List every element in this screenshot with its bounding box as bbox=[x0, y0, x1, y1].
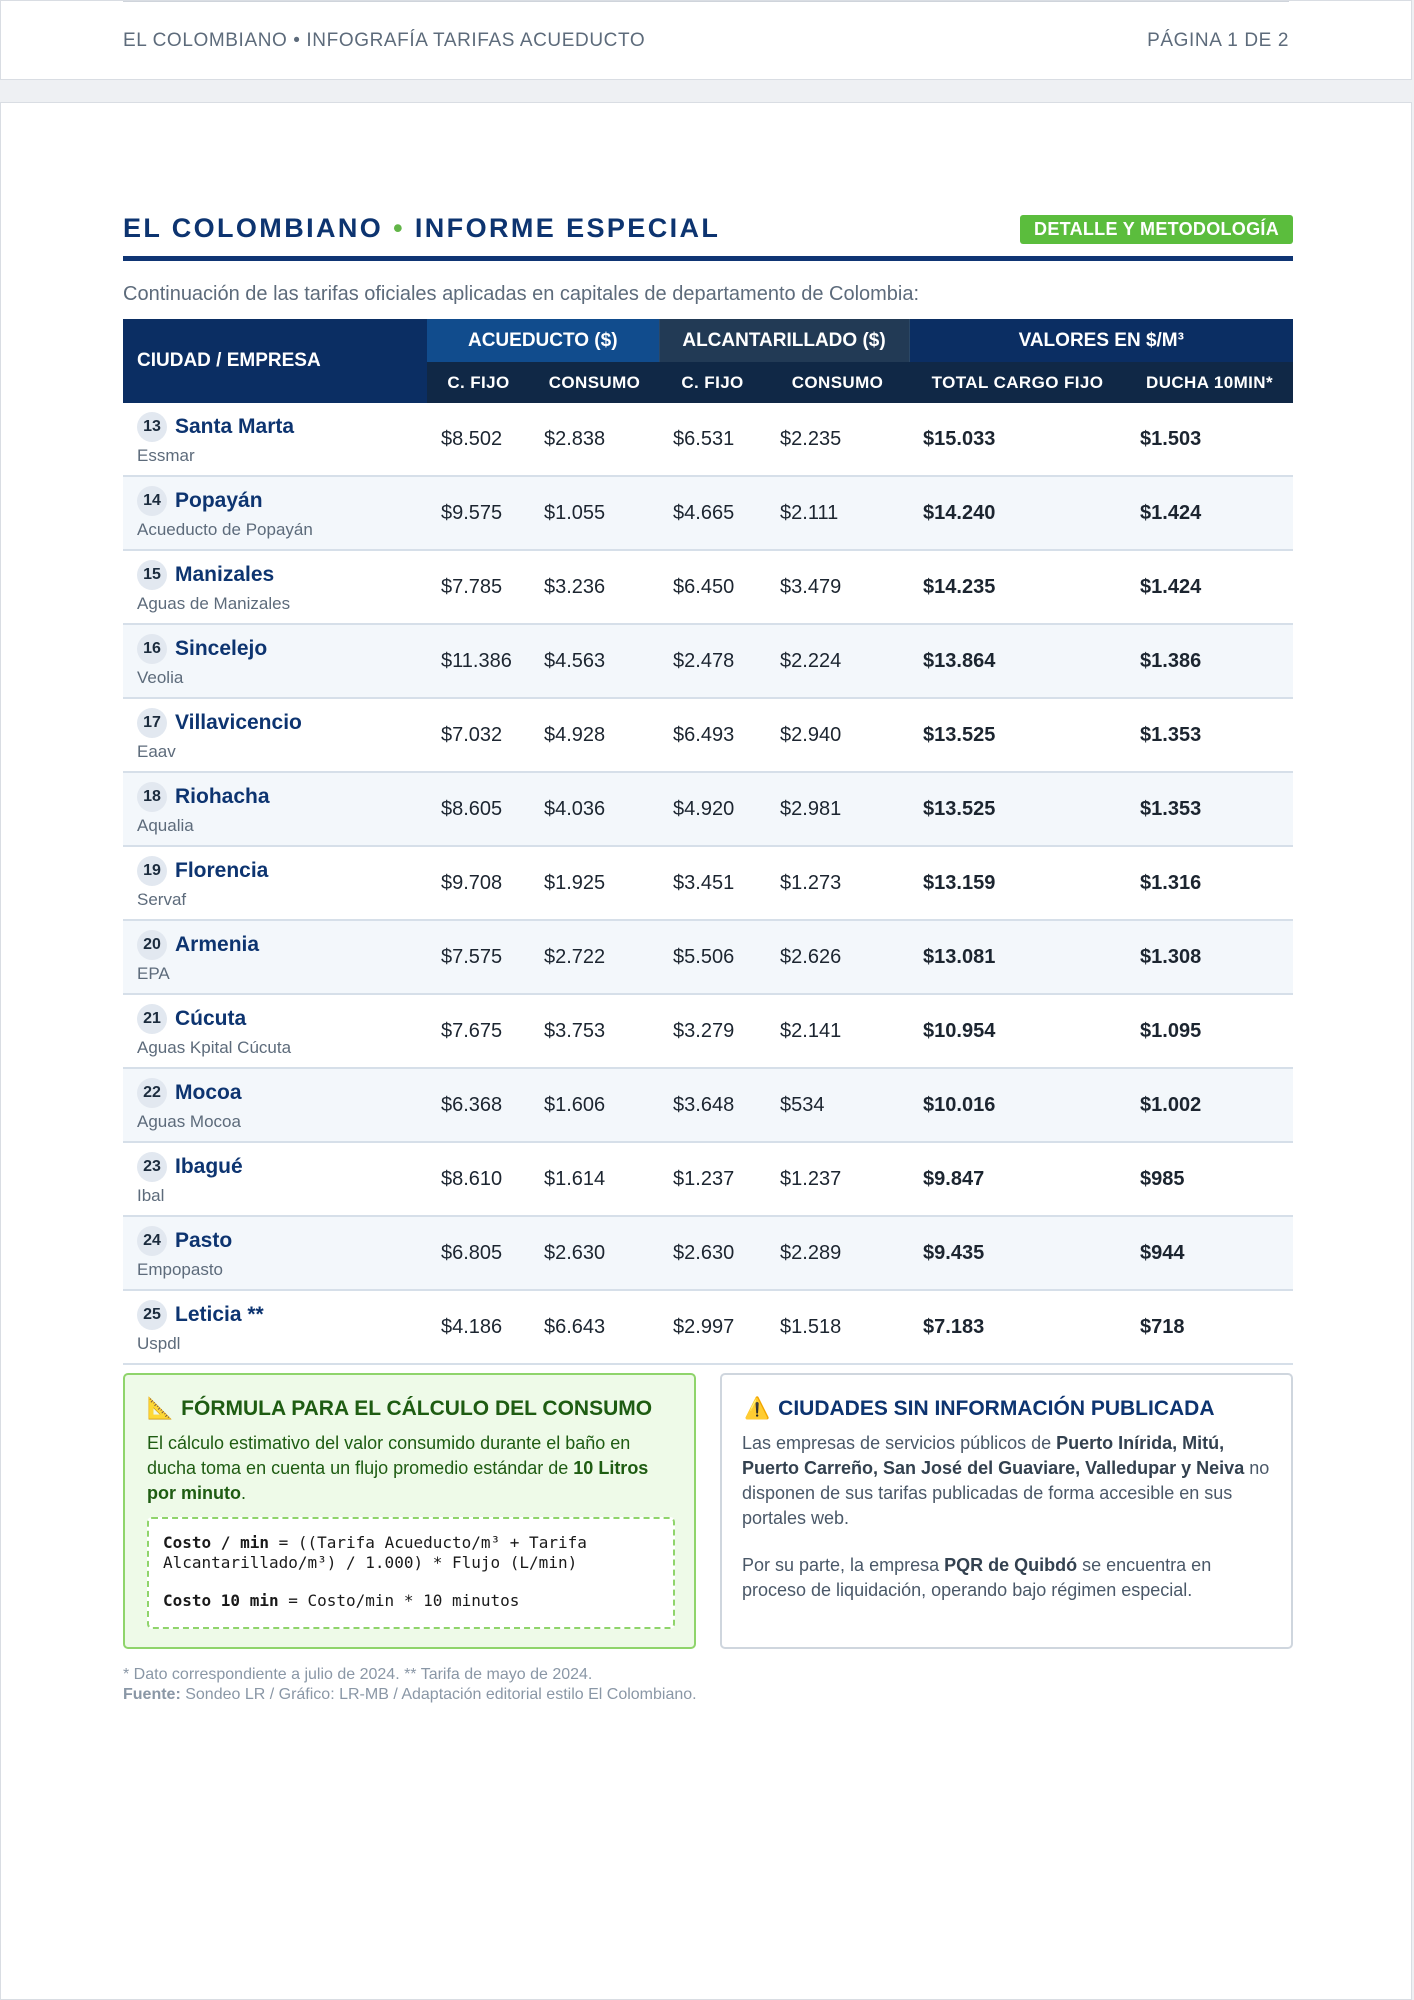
city-name: Mocoa bbox=[175, 1081, 242, 1104]
city-cell bbox=[123, 403, 427, 476]
formula-line-1 bbox=[163, 1533, 659, 1573]
rank-badge: 21 bbox=[137, 1004, 167, 1034]
header-acueducto-cfijo: C. FIJO bbox=[427, 362, 530, 403]
acueducto-consumo-cell: $2.838 bbox=[530, 403, 659, 476]
ducha-10min-cell: $1.503 bbox=[1126, 403, 1293, 476]
table-body bbox=[123, 403, 1293, 1364]
formula-title-text: FÓRMULA PARA EL CÁLCULO DEL CONSUMO bbox=[181, 1397, 653, 1420]
table-row bbox=[123, 994, 1293, 1068]
city-cell bbox=[123, 1216, 427, 1290]
acueducto-consumo-cell: $1.606 bbox=[530, 1068, 659, 1142]
header-alcantarillado-cfijo: C. FIJO bbox=[659, 362, 766, 403]
alcantarillado-cfijo-cell: $2.630 bbox=[659, 1216, 766, 1290]
acueducto-cfijo-cell: $7.675 bbox=[427, 994, 530, 1068]
formula-line-1-expression: = ((Tarifa Acueducto/m³ + Tarifa Alcantarillado/m³) / 1.000) * Flujo (L/min) bbox=[163, 1533, 587, 1572]
formula-text-before: El cálculo estimativo del valor consumido durante el baño en ducha toma en cuenta un flujo promedio estándar de bbox=[147, 1433, 631, 1478]
missing-p2-after: se encuentra en proceso de liquidación, operando bajo régimen especial. bbox=[742, 1555, 1212, 1600]
rank-badge: 23 bbox=[137, 1152, 167, 1182]
acueducto-consumo-cell: $4.928 bbox=[530, 698, 659, 772]
rank-badge: 16 bbox=[137, 634, 167, 664]
acueducto-consumo-cell: $1.925 bbox=[530, 846, 659, 920]
document-page bbox=[0, 102, 1412, 2000]
missing-p1-cities: Puerto Inírida, Mitú, Puerto Carreño, San José del Guaviare, Valledupar y Neiva bbox=[742, 1433, 1245, 1478]
ducha-10min-cell: $1.308 bbox=[1126, 920, 1293, 994]
acueducto-cfijo-cell: $7.032 bbox=[427, 698, 530, 772]
acueducto-cfijo-cell: $6.805 bbox=[427, 1216, 530, 1290]
table-row bbox=[123, 476, 1293, 550]
acueducto-consumo-cell: $4.563 bbox=[530, 624, 659, 698]
company-name: Acueducto de Popayán bbox=[137, 520, 313, 539]
tariffs-table bbox=[123, 319, 1293, 1365]
company-name: Aguas de Manizales bbox=[137, 594, 291, 613]
brand-name: EL COLOMBIANO bbox=[123, 213, 384, 243]
city-top bbox=[137, 1300, 427, 1330]
city-cell bbox=[123, 772, 427, 846]
city-name: Ibagué bbox=[175, 1155, 243, 1178]
acueducto-cfijo-cell: $8.605 bbox=[427, 772, 530, 846]
rank-badge: 25 bbox=[137, 1300, 167, 1330]
total-cargo-fijo-cell: $14.240 bbox=[909, 476, 1126, 550]
company-name: Aguas Kpital Cúcuta bbox=[137, 1038, 292, 1057]
alcantarillado-consumo-cell: $1.237 bbox=[766, 1142, 909, 1216]
acueducto-cfijo-cell: $11.386 bbox=[427, 624, 530, 698]
alcantarillado-cfijo-cell: $4.920 bbox=[659, 772, 766, 846]
header-alcantarillado-consumo: CONSUMO bbox=[766, 362, 909, 403]
city-top bbox=[137, 708, 427, 738]
methodology-badge: DETALLE Y METODOLOGÍA bbox=[1020, 215, 1293, 244]
city-cell bbox=[123, 846, 427, 920]
source-label: Fuente: bbox=[123, 1686, 181, 1703]
city-cell bbox=[123, 698, 427, 772]
rank-badge: 15 bbox=[137, 560, 167, 590]
city-name: Sincelejo bbox=[175, 637, 268, 660]
acueducto-consumo-cell: $1.614 bbox=[530, 1142, 659, 1216]
formula-line-2 bbox=[163, 1591, 659, 1611]
city-cell bbox=[123, 476, 427, 550]
acueducto-consumo-cell: $3.236 bbox=[530, 550, 659, 624]
alcantarillado-cfijo-cell: $1.237 bbox=[659, 1142, 766, 1216]
city-cell bbox=[123, 1068, 427, 1142]
formula-line-1-label: Costo / min bbox=[163, 1533, 269, 1552]
page-number: PÁGINA 1 DE 2 bbox=[1147, 30, 1289, 51]
acueducto-consumo-cell: $3.753 bbox=[530, 994, 659, 1068]
alcantarillado-consumo-cell: $2.111 bbox=[766, 476, 909, 550]
city-cell bbox=[123, 1290, 427, 1364]
city-top bbox=[137, 634, 427, 664]
ducha-10min-cell: $718 bbox=[1126, 1290, 1293, 1364]
city-top bbox=[137, 412, 427, 442]
missing-info-box bbox=[720, 1373, 1293, 1649]
company-name: Eaav bbox=[137, 742, 176, 761]
table-row bbox=[123, 846, 1293, 920]
alcantarillado-consumo-cell: $2.981 bbox=[766, 772, 909, 846]
total-cargo-fijo-cell: $10.954 bbox=[909, 994, 1126, 1068]
acueducto-cfijo-cell: $4.186 bbox=[427, 1290, 530, 1364]
ducha-10min-cell: $1.353 bbox=[1126, 698, 1293, 772]
header-acueducto-consumo: CONSUMO bbox=[530, 362, 659, 403]
city-cell bbox=[123, 920, 427, 994]
city-top bbox=[137, 560, 427, 590]
missing-p1-before: Las empresas de servicios públicos de bbox=[742, 1433, 1057, 1453]
ducha-10min-cell: $1.353 bbox=[1126, 772, 1293, 846]
alcantarillado-consumo-cell: $2.235 bbox=[766, 403, 909, 476]
company-name: EPA bbox=[137, 964, 170, 983]
company-name: Uspdl bbox=[137, 1334, 181, 1353]
alcantarillado-consumo-cell: $1.518 bbox=[766, 1290, 909, 1364]
header-group-alcantarillado: ALCANTARILLADO ($) bbox=[659, 319, 909, 362]
city-name: Florencia bbox=[175, 859, 269, 882]
brand-row bbox=[123, 213, 1293, 247]
acueducto-consumo-cell: $2.722 bbox=[530, 920, 659, 994]
ducha-10min-cell: $1.424 bbox=[1126, 476, 1293, 550]
total-cargo-fijo-cell: $9.435 bbox=[909, 1216, 1126, 1290]
alcantarillado-consumo-cell: $534 bbox=[766, 1068, 909, 1142]
city-top bbox=[137, 1152, 427, 1182]
alcantarillado-consumo-cell: $2.289 bbox=[766, 1216, 909, 1290]
formula-text-after: . bbox=[240, 1483, 246, 1503]
acueducto-consumo-cell: $4.036 bbox=[530, 772, 659, 846]
formula-box bbox=[123, 1373, 696, 1649]
header-rule bbox=[123, 1, 1289, 2]
city-cell bbox=[123, 550, 427, 624]
table-row bbox=[123, 1142, 1293, 1216]
city-top bbox=[137, 782, 427, 812]
header-total-cargo-fijo: TOTAL CARGO FIJO bbox=[909, 362, 1126, 403]
formula-line-2-expression: = Costo/min * 10 minutos bbox=[278, 1591, 520, 1610]
formula-code-block bbox=[147, 1517, 675, 1629]
rank-badge: 17 bbox=[137, 708, 167, 738]
page-header bbox=[0, 0, 1412, 80]
alcantarillado-cfijo-cell: $5.506 bbox=[659, 920, 766, 994]
acueducto-cfijo-cell: $7.575 bbox=[427, 920, 530, 994]
city-name: Armenia bbox=[175, 933, 260, 956]
ducha-10min-cell: $1.095 bbox=[1126, 994, 1293, 1068]
total-cargo-fijo-cell: $10.016 bbox=[909, 1068, 1126, 1142]
total-cargo-fijo-cell: $9.847 bbox=[909, 1142, 1126, 1216]
missing-title bbox=[744, 1397, 1215, 1421]
total-cargo-fijo-cell: $7.183 bbox=[909, 1290, 1126, 1364]
alcantarillado-cfijo-cell: $3.451 bbox=[659, 846, 766, 920]
city-top bbox=[137, 1078, 427, 1108]
city-name: Villavicencio bbox=[175, 711, 302, 734]
acueducto-consumo-cell: $6.643 bbox=[530, 1290, 659, 1364]
brand-section: INFORME ESPECIAL bbox=[414, 213, 721, 243]
alcantarillado-cfijo-cell: $3.279 bbox=[659, 994, 766, 1068]
intro-text: Continuación de las tarifas oficiales aplicadas en capitales de departamento de Colombia: bbox=[123, 283, 920, 305]
header-city-company: CIUDAD / EMPRESA bbox=[123, 319, 427, 403]
alcantarillado-consumo-cell: $2.626 bbox=[766, 920, 909, 994]
alcantarillado-consumo-cell: $2.224 bbox=[766, 624, 909, 698]
alcantarillado-cfijo-cell: $6.450 bbox=[659, 550, 766, 624]
ducha-10min-cell: $1.002 bbox=[1126, 1068, 1293, 1142]
acueducto-cfijo-cell: $9.575 bbox=[427, 476, 530, 550]
city-top bbox=[137, 930, 427, 960]
city-top bbox=[137, 1004, 427, 1034]
company-name: Ibal bbox=[137, 1186, 165, 1205]
table-row bbox=[123, 624, 1293, 698]
total-cargo-fijo-cell: $13.159 bbox=[909, 846, 1126, 920]
ducha-10min-cell: $944 bbox=[1126, 1216, 1293, 1290]
alcantarillado-cfijo-cell: $2.478 bbox=[659, 624, 766, 698]
rank-badge: 24 bbox=[137, 1226, 167, 1256]
footnote-source bbox=[123, 1685, 697, 1705]
alcantarillado-cfijo-cell: $6.531 bbox=[659, 403, 766, 476]
total-cargo-fijo-cell: $13.864 bbox=[909, 624, 1126, 698]
warning-icon: ⚠️ bbox=[744, 1397, 771, 1420]
missing-title-text: CIUDADES SIN INFORMACIÓN PUBLICADA bbox=[778, 1397, 1215, 1420]
table-row bbox=[123, 550, 1293, 624]
company-name: Veolia bbox=[137, 668, 184, 687]
city-cell bbox=[123, 994, 427, 1068]
total-cargo-fijo-cell: $13.525 bbox=[909, 772, 1126, 846]
company-name: Empopasto bbox=[137, 1260, 223, 1279]
ducha-10min-cell: $1.316 bbox=[1126, 846, 1293, 920]
acueducto-cfijo-cell: $8.610 bbox=[427, 1142, 530, 1216]
alcantarillado-cfijo-cell: $4.665 bbox=[659, 476, 766, 550]
formula-text-bold: 10 Litros por minuto bbox=[147, 1458, 649, 1503]
total-cargo-fijo-cell: $14.235 bbox=[909, 550, 1126, 624]
city-name: Manizales bbox=[175, 563, 275, 586]
city-name: Cúcuta bbox=[175, 1007, 247, 1030]
table-row bbox=[123, 698, 1293, 772]
formula-title bbox=[147, 1397, 652, 1421]
city-top bbox=[137, 486, 427, 516]
rank-badge: 20 bbox=[137, 930, 167, 960]
source-text: Sondeo LR / Gráfico: LR-MB / Adaptación editorial estilo El Colombiano. bbox=[180, 1686, 697, 1703]
alcantarillado-consumo-cell: $1.273 bbox=[766, 846, 909, 920]
total-cargo-fijo-cell: $15.033 bbox=[909, 403, 1126, 476]
table-row bbox=[123, 772, 1293, 846]
city-top bbox=[137, 1226, 427, 1256]
acueducto-cfijo-cell: $7.785 bbox=[427, 550, 530, 624]
acueducto-cfijo-cell: $8.502 bbox=[427, 403, 530, 476]
missing-paragraph-1 bbox=[742, 1431, 1272, 1531]
ruler-triangle-icon: 📐 bbox=[147, 1397, 174, 1420]
table-row bbox=[123, 403, 1293, 476]
alcantarillado-consumo-cell: $2.940 bbox=[766, 698, 909, 772]
alcantarillado-consumo-cell: $3.479 bbox=[766, 550, 909, 624]
missing-p2-company: PQR de Quibdó bbox=[944, 1555, 1078, 1575]
total-cargo-fijo-cell: $13.525 bbox=[909, 698, 1126, 772]
missing-p2-before: Por su parte, la empresa bbox=[742, 1555, 945, 1575]
table-row bbox=[123, 1290, 1293, 1364]
table-row bbox=[123, 1216, 1293, 1290]
city-cell bbox=[123, 624, 427, 698]
header-group-acueducto: ACUEDUCTO ($) bbox=[427, 319, 659, 362]
brand-rule bbox=[123, 256, 1293, 261]
city-name: Riohacha bbox=[175, 785, 270, 808]
table-row bbox=[123, 1068, 1293, 1142]
city-name: Pasto bbox=[175, 1229, 233, 1252]
formula-description bbox=[147, 1431, 667, 1506]
acueducto-cfijo-cell: $6.368 bbox=[427, 1068, 530, 1142]
city-top bbox=[137, 856, 427, 886]
rank-badge: 13 bbox=[137, 412, 167, 442]
ducha-10min-cell: $1.386 bbox=[1126, 624, 1293, 698]
ducha-10min-cell: $1.424 bbox=[1126, 550, 1293, 624]
city-name: Leticia ** bbox=[175, 1303, 264, 1326]
header-group-valores: VALORES EN $/M³ bbox=[909, 319, 1293, 362]
formula-line-2-label: Costo 10 min bbox=[163, 1591, 279, 1610]
total-cargo-fijo-cell: $13.081 bbox=[909, 920, 1126, 994]
alcantarillado-cfijo-cell: $6.493 bbox=[659, 698, 766, 772]
footnote-dates: * Dato correspondiente a julio de 2024. ** Tarifa de mayo de 2024. bbox=[123, 1666, 593, 1683]
rank-badge: 19 bbox=[137, 856, 167, 886]
alcantarillado-cfijo-cell: $2.997 bbox=[659, 1290, 766, 1364]
company-name: Servaf bbox=[137, 890, 187, 909]
table-row bbox=[123, 920, 1293, 994]
rank-badge: 14 bbox=[137, 486, 167, 516]
alcantarillado-consumo-cell: $2.141 bbox=[766, 994, 909, 1068]
rank-badge: 22 bbox=[137, 1078, 167, 1108]
brand-separator: • bbox=[393, 213, 405, 243]
header-title: EL COLOMBIANO • INFOGRAFÍA TARIFAS ACUEDUCTO bbox=[123, 30, 646, 51]
city-name: Santa Marta bbox=[175, 415, 295, 438]
footnotes bbox=[123, 1665, 697, 1705]
company-name: Aguas Mocoa bbox=[137, 1112, 241, 1131]
ducha-10min-cell: $985 bbox=[1126, 1142, 1293, 1216]
acueducto-cfijo-cell: $9.708 bbox=[427, 846, 530, 920]
missing-p1-after: no disponen de sus tarifas publicadas de forma accesible en sus portales web. bbox=[742, 1458, 1270, 1528]
acueducto-consumo-cell: $2.630 bbox=[530, 1216, 659, 1290]
rank-badge: 18 bbox=[137, 782, 167, 812]
header-ducha-10min: DUCHA 10MIN* bbox=[1126, 362, 1293, 403]
city-name: Popayán bbox=[175, 489, 263, 512]
company-name: Aqualia bbox=[137, 816, 194, 835]
missing-paragraph-2 bbox=[742, 1553, 1272, 1603]
acueducto-consumo-cell: $1.055 bbox=[530, 476, 659, 550]
city-cell bbox=[123, 1142, 427, 1216]
alcantarillado-cfijo-cell: $3.648 bbox=[659, 1068, 766, 1142]
company-name: Essmar bbox=[137, 446, 195, 465]
